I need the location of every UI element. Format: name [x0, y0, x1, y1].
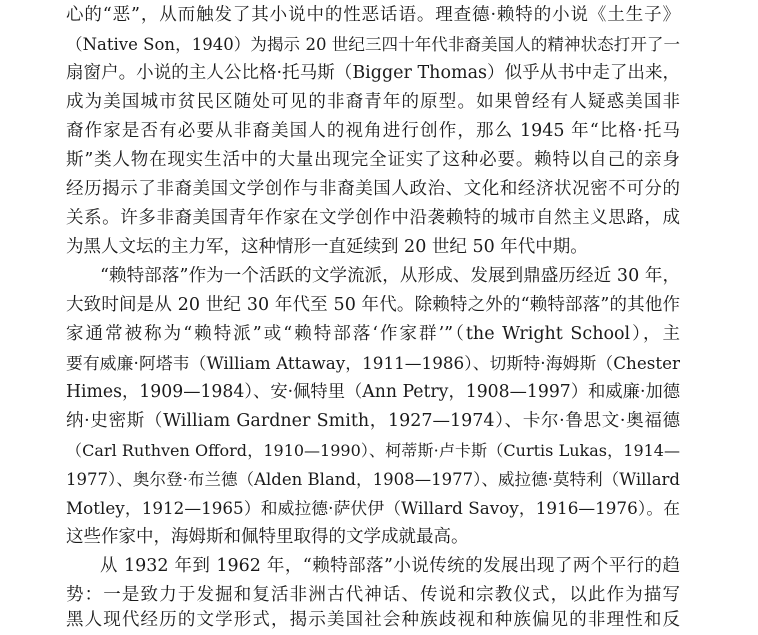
text-line: 这些作家中，海姆斯和佩特里取得的文学成就最高。 — [66, 527, 469, 547]
text-line: 斯”类人物在现实生活中的大量出现完全证实了这种必要。赖特以自己的亲身 — [66, 150, 680, 170]
text-line: 大致时间是从 20 世纪 30 年代至 50 年代。除赖特之外的“赖特部落”的其他作 — [66, 295, 680, 315]
text-line: 扇窗户。小说的主人公比格·托马斯（Bigger Thomas）似乎从书中走了出来， — [66, 63, 680, 83]
text-line: 纳·史密斯（William Gardner Smith，1927—1974）、卡尔·鲁思文·奥福德 — [66, 411, 680, 431]
text-line: 家通常被称为“赖特派”或“赖特部落‘作家群’”（the Wright School），主 — [66, 324, 680, 344]
text-line: 1977）、奥尔登·布兰德（Alden Bland，1908—1977）、威拉德·莫特利（Willard — [66, 470, 680, 489]
text-line: Motley，1912—1965）和威拉德·萨伏伊（Willard Savoy，1916—1976）。在 — [66, 498, 680, 518]
text-line: 势：一是致力于发掘和复活非洲古代神话、传说和宗教仪式，以此作为描写 — [66, 585, 680, 605]
paragraph-first-line: 从 1932 年到 1962 年，“赖特部落”小说传统的发展出现了两个平行的趋 — [100, 556, 680, 576]
text-line: （Carl Ruthven Offord，1910—1990）、柯蒂斯·卢卡斯（Curtis Lukas，1914— — [66, 441, 680, 460]
paragraph-first-line: “赖特部落”作为一个活跃的文学流派，从形成、发展到鼎盛历经近 30 年， — [100, 266, 680, 286]
text-line: 裔作家是否有必要从非裔美国人的视角进行创作，那么 1945 年“比格·托马 — [66, 121, 680, 141]
text-line: Himes，1909—1984）、安·佩特里（Ann Petry，1908—1997）和威廉·加德 — [66, 382, 680, 402]
text-line: 关系。许多非裔美国青年作家在文学创作中沿袭赖特的城市自然主义思路，成 — [66, 208, 680, 228]
text-line: （Native Son，1940）为揭示 20 世纪三四十年代非裔美国人的精神状态打开了一 — [66, 35, 680, 54]
text-line: 成为美国城市贫民区随处可见的非裔青年的原型。如果曾经有人疑惑美国非 — [66, 92, 680, 112]
text-line: 心的“恶”，从而触发了其小说中的性恶话语。理查德·赖特的小说《土生子》 — [66, 5, 680, 25]
text-line: 经历揭示了非裔美国文学创作与非裔美国人政治、文化和经济状况密不可分的 — [66, 179, 680, 199]
text-line: 要有威廉·阿塔韦（William Attaway，1911—1986）、切斯特·海姆斯（Chester — [66, 353, 680, 373]
text-line: 黑人现代经历的文学形式，揭示美国社会种族歧视和种族偏见的非理性和反 — [66, 610, 680, 630]
text-line: 为黑人文坛的主力军，这种情形一直延续到 20 世纪 50 年代中期。 — [66, 237, 588, 257]
